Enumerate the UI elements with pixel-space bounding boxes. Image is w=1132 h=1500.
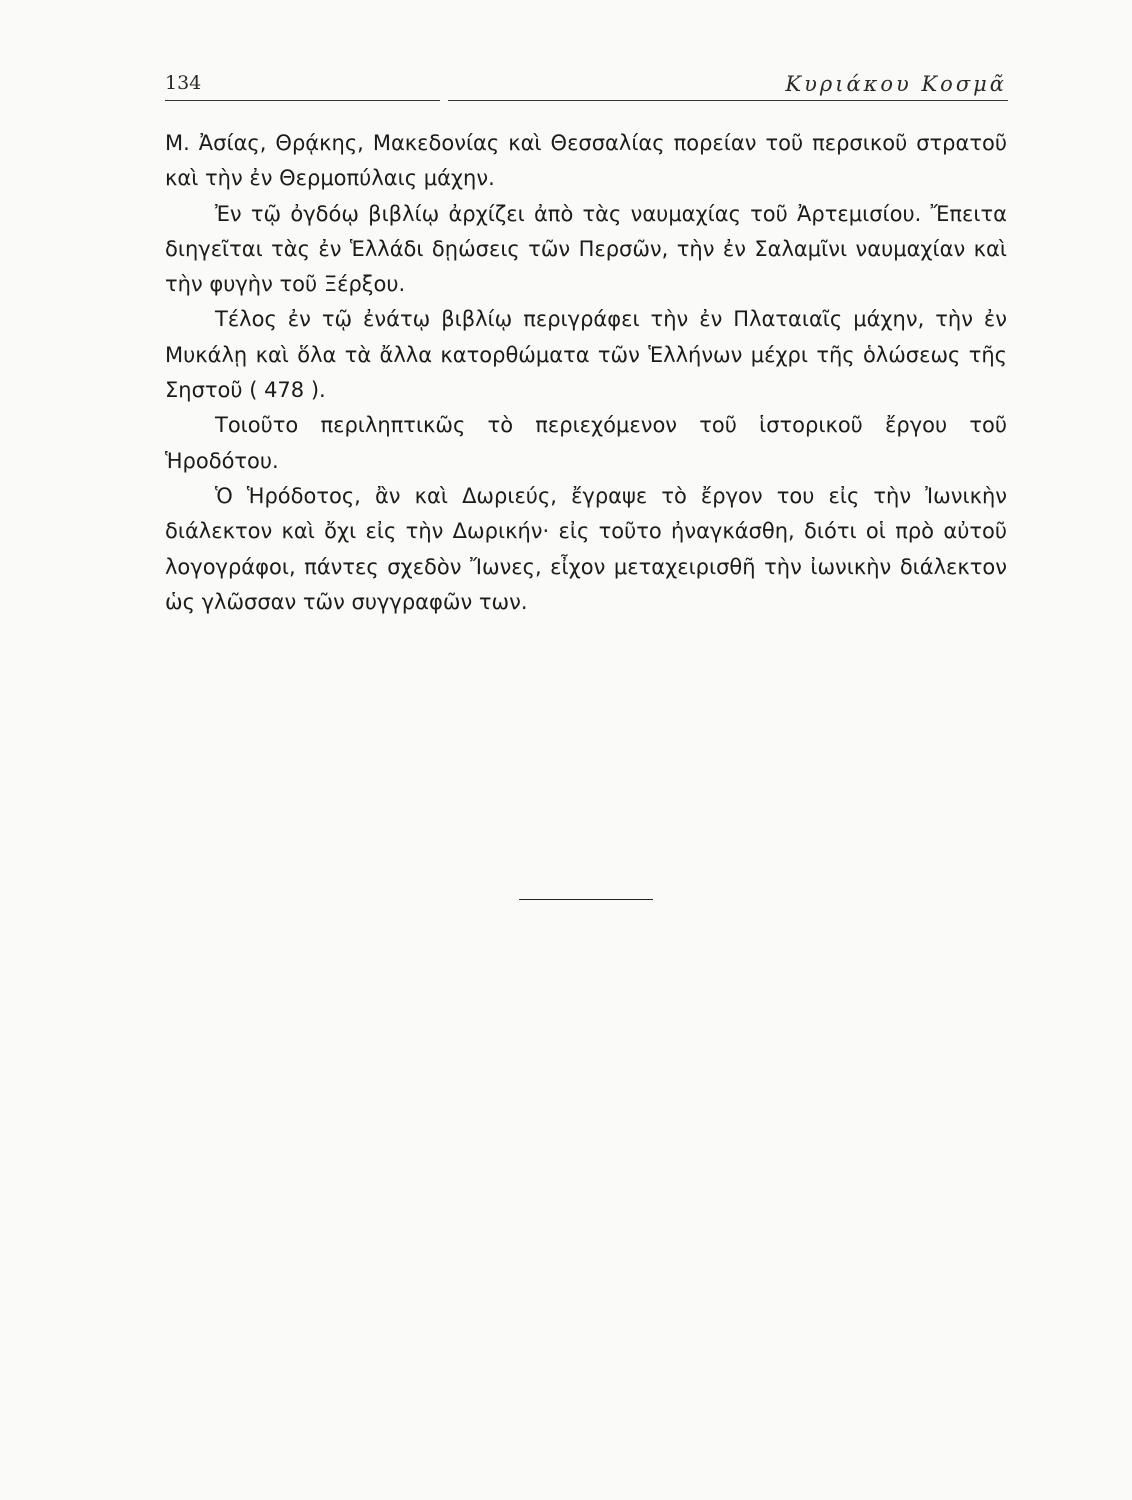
section-separator-rule	[519, 899, 653, 900]
paragraph: Τέλος ἐν τῷ ἐνάτῳ βιβλίῳ περιγράφει τὴν ἐν Πλαταιαῖς μάχην, τὴν ἐν Μυκάλῃ καὶ ὅλα τὰ ἄλλα κατορθώματα τῶν Ἑλλήνων μέχρι τῆς ὁλώσεως τῆς Σηστοῦ ( 478 ).	[165, 307, 1007, 403]
header-rule-right	[448, 100, 1008, 101]
running-title: Κυριάκου Κοσμᾶ	[785, 72, 1007, 96]
paragraph: Ὁ Ἡρόδοτος, ἂν καὶ Δωριεύς, ἔγραψε τὸ ἔργον του εἰς τὴν Ἰωνικὴν διάλεκτον καὶ ὄχι εἰς τὴν Δωρικήν· εἰς τοῦτο ἠναγκάσθη, διότι οἱ πρὸ αὐτοῦ λογογράφοι, πάντες σχεδὸν Ἴωνες, εἶχον μεταχειρισθῆ τὴν ἰωνικὴν διάλεκτον ὡς γλῶσσαν τῶν συγγραφῶν των.	[165, 483, 1007, 614]
body-text	[165, 126, 1007, 620]
paragraph: Μ. Ἀσίας, Θρᾴκης, Μακεδονίας καὶ Θεσσαλίας πορείαν τοῦ περσικοῦ στρατοῦ καὶ τὴν ἐν Θερμοπύλαις μάχην.	[165, 131, 1007, 191]
header-rule-left	[165, 100, 440, 101]
paragraph: Ἐν τῷ ὀγδόῳ βιβλίῳ ἀρχίζει ἀπὸ τὰς ναυμαχίας τοῦ Ἀρτεμισίου. Ἔπειτα διηγεῖται τὰς ἐν Ἑλλάδι δῃώσεις τῶν Περσῶν, τὴν ἐν Σαλαμῖνι ναυμαχίαν καὶ τὴν φυγὴν τοῦ Ξέρξου.	[165, 201, 1007, 297]
paragraph: Τοιοῦτο περιληπτικῶς τὸ περιεχόμενον τοῦ ἱστορικοῦ ἔργου τοῦ Ἡροδότου.	[165, 413, 1007, 473]
page-number: 134	[165, 72, 202, 94]
